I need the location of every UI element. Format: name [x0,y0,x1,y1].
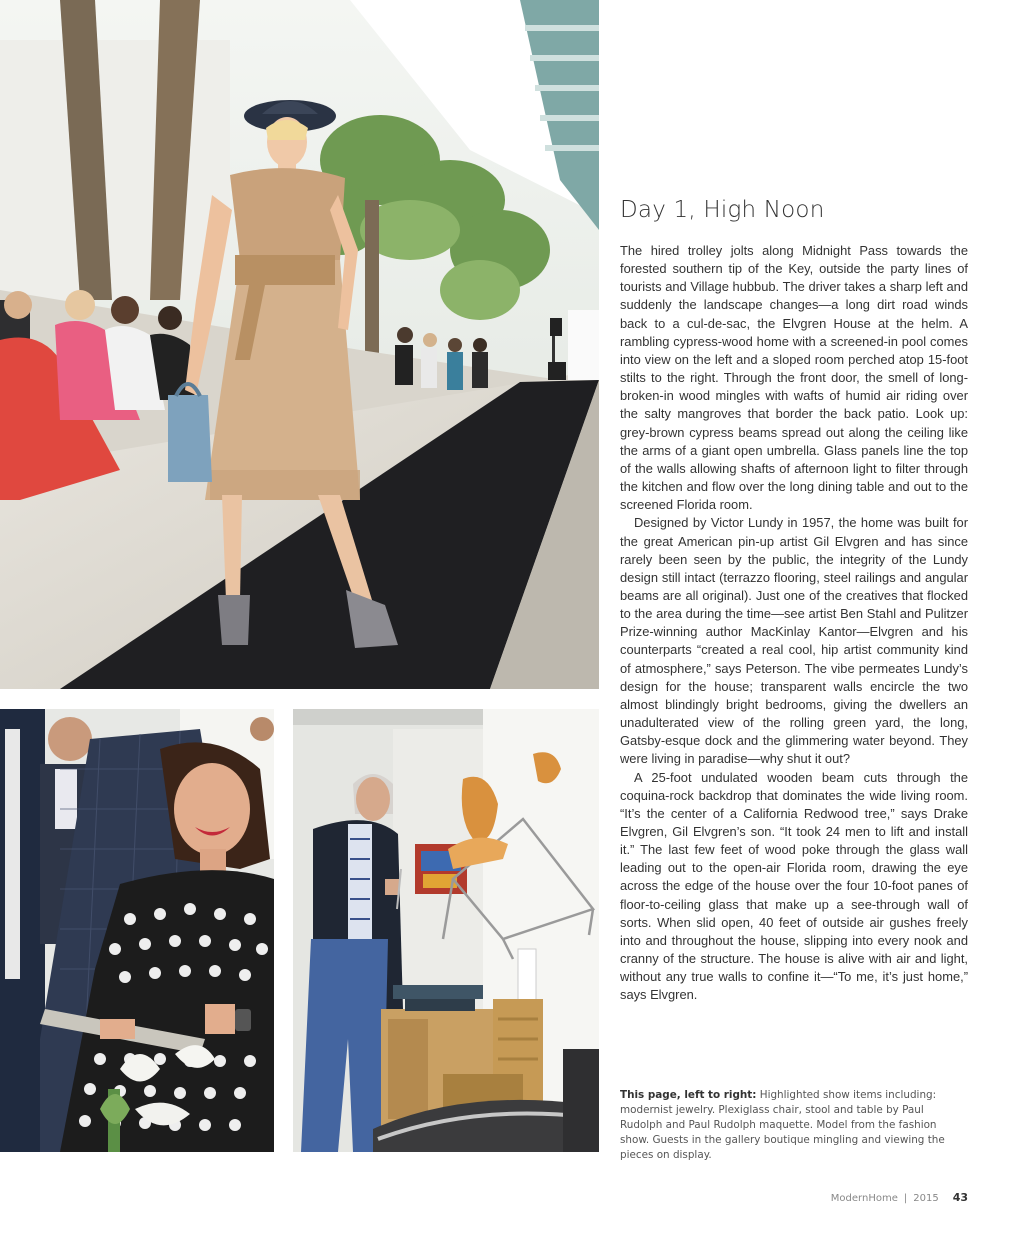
article-paragraph: Designed by Victor Lundy in 1957, the home was built for the great American pin-up artist Gil Elvgren and has since rarely been seen by the public, the integrity of the Lundy design still intact (terrazzo flooring, steel railings and angular beams are all original). Just one of the creatives that flocked to the area during the time—see artist Ben Stahl and Pulitzer Prize-winning author MacKinlay Kantor—Elvgren and his counterparts “created a real cool, hip artist community kind of atmosphere,” says Peterson. The vibe permeates Lundy’s design for the house; transparent walls encircle the two almost blindingly bright bedrooms, giving the dwellers an unadulterated view of the rolling green yard, the long, Gatsby-esque dock and the glimmering water beyond. They were living in paradise—why shut it out? [620,515,968,767]
gallery-photo [293,709,599,1152]
page-number: 43 [952,1191,968,1204]
folio-separator: | [903,1193,908,1204]
magazine-name: ModernHome [830,1193,898,1204]
article [620,196,968,1005]
guest-photo [0,709,274,1152]
caption-lead: This page, left to right: [620,1089,757,1101]
article-paragraph: A 25-foot undulated wooden beam cuts through the coquina-rock backdrop that dominates the wide living room. “It’s the center of a California Redwood tree,” says Drake Elvgren, Gil Elvgren’s son. “It took 24 men to lift and install it.” The last few feet of wood poke through the glass wall leading out to the open-air Florida room, drawing the eye across the edge of the house over the four 10-foot panes of floor-to-ceiling glass that make up a see-through wall of sorts. When slid open, 40 feet of outside air gushes freely into and throughout the house, slipping into every nook and cranny of the structure. The house is alive with air and light, without any true walls to confine it—“To me, it’s just home,” says Elvgren. [620,769,968,1003]
fashion-show-photo [0,0,599,689]
article-paragraph: The hired trolley jolts along Midnight Pass towards the forested southern tip of the Key, outside the party lines of tourists and Village hubbub. The driver takes a sharp left and suddenly the landscape changes—a long dirt road winds back to a cul-de-sac, the Elvgren House at the helm. A rambling cypress-wood home with a screened-in pool comes into view on the left and a sloped room perched atop 15-foot stilts to the right. Through the front door, the smell of long-broken-in wood mingles with wafts of humid air riding over the salty mangroves that border the back patio. Look up: grey-brown cypress beams spread out along the ceiling like the arms of a giant open umbrella. Glass panels line the top of the walls allowing shafts of afternoon light to filter through the kitchen and flow over the long dining table and out to the screened Florida room. [620,243,968,513]
article-headline: Day 1, High Noon [620,197,825,223]
issue-year: 2015 [913,1193,939,1204]
page-folio [831,1191,968,1204]
article-body [620,242,968,1005]
caption-text: Highlighted show items including: modernist jewelry. Plexiglass chair, stool and table by Paul Rudolph and Paul Rudolph maquette. Model from the fashion show. Guests in the gallery boutique mingling and viewing the pieces on display. [620,1089,945,1161]
photo-caption [620,1088,968,1163]
